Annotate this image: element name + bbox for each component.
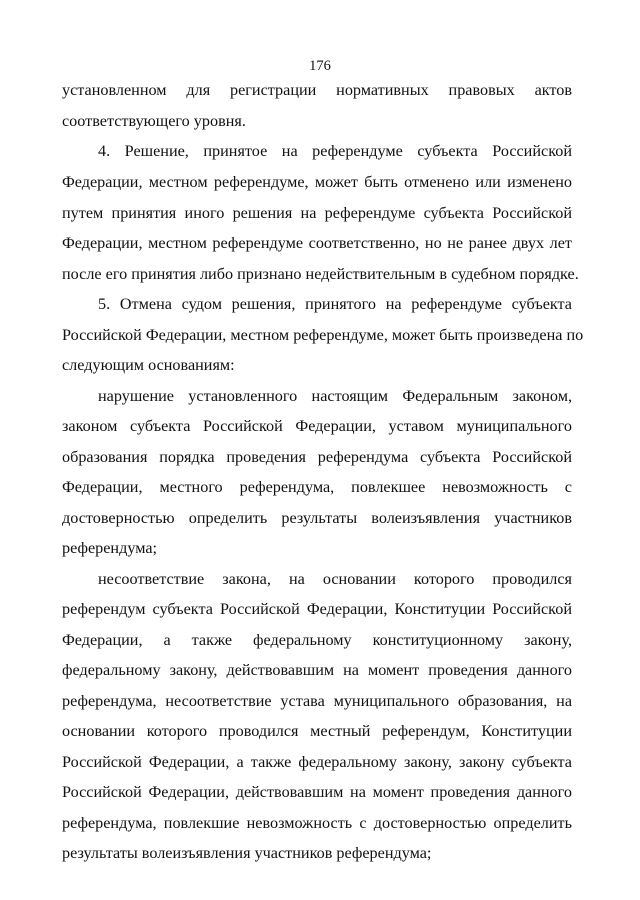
paragraph-4-first-line: 4. Решение, принятое на референдуме субъекта Российской [98, 142, 572, 160]
text-line: установленном для регистрации нормативных правовых актов [62, 81, 572, 99]
text-line: Российской Федерации, местном референдуме, может быть произведена по [62, 326, 584, 344]
text-line: основании которого проводился местный референдум, Конституции [62, 722, 572, 740]
clause-2-first-line: несоответствие закона, на основании которого проводился [98, 570, 572, 588]
text-line: Федерации, местном референдуме соответственно, но не ранее двух лет [62, 234, 572, 252]
page-number: 176 [309, 58, 331, 74]
text-line: Федерации, местного референдума, повлекшее невозможность с [62, 478, 572, 496]
text-line: законом субъекта Российской Федерации, уставом муниципального [62, 417, 572, 435]
text-line: соответствующего уровня. [62, 112, 246, 130]
text-line: после его принятия либо признано недействительным в судебном порядке. [62, 265, 579, 283]
text-line: референдума; [62, 539, 158, 557]
text-line: референдума, повлекшие невозможность с достоверностью определить [62, 814, 572, 832]
text-line: достоверностью определить результаты волеизъявления участников [62, 509, 572, 527]
text-line: путем принятия иного решения на референдуме субъекта Российской [62, 204, 572, 222]
text-line: Федерации, местном референдуме, может быть отменено или изменено [62, 173, 572, 191]
paragraph-5-first-line: 5. Отмена судом решения, принятого на референдуме субъекта [98, 295, 572, 313]
text-line: Федерации, а также федеральному конституционному закону, [62, 631, 572, 649]
text-line: референдума, несоответствие устава муниципального образования, на [62, 692, 572, 710]
text-line: федеральному закону, действовавшим на момент проведения данного [62, 661, 572, 679]
text-line: результаты волеизъявления участников референдума; [62, 844, 432, 862]
text-line: образования порядка проведения референдума субъекта Российской [62, 448, 572, 466]
text-line: референдум субъекта Российской Федерации, Конституции Российской [62, 600, 572, 618]
text-line: Российской Федерации, а также федеральному закону, закону субъекта [62, 753, 572, 771]
clause-1-first-line: нарушение установленного настоящим Федеральным законом, [98, 387, 572, 405]
text-line: Российской Федерации, действовавшим на момент проведения данного [62, 783, 572, 801]
text-line: следующим основаниям: [62, 356, 235, 374]
